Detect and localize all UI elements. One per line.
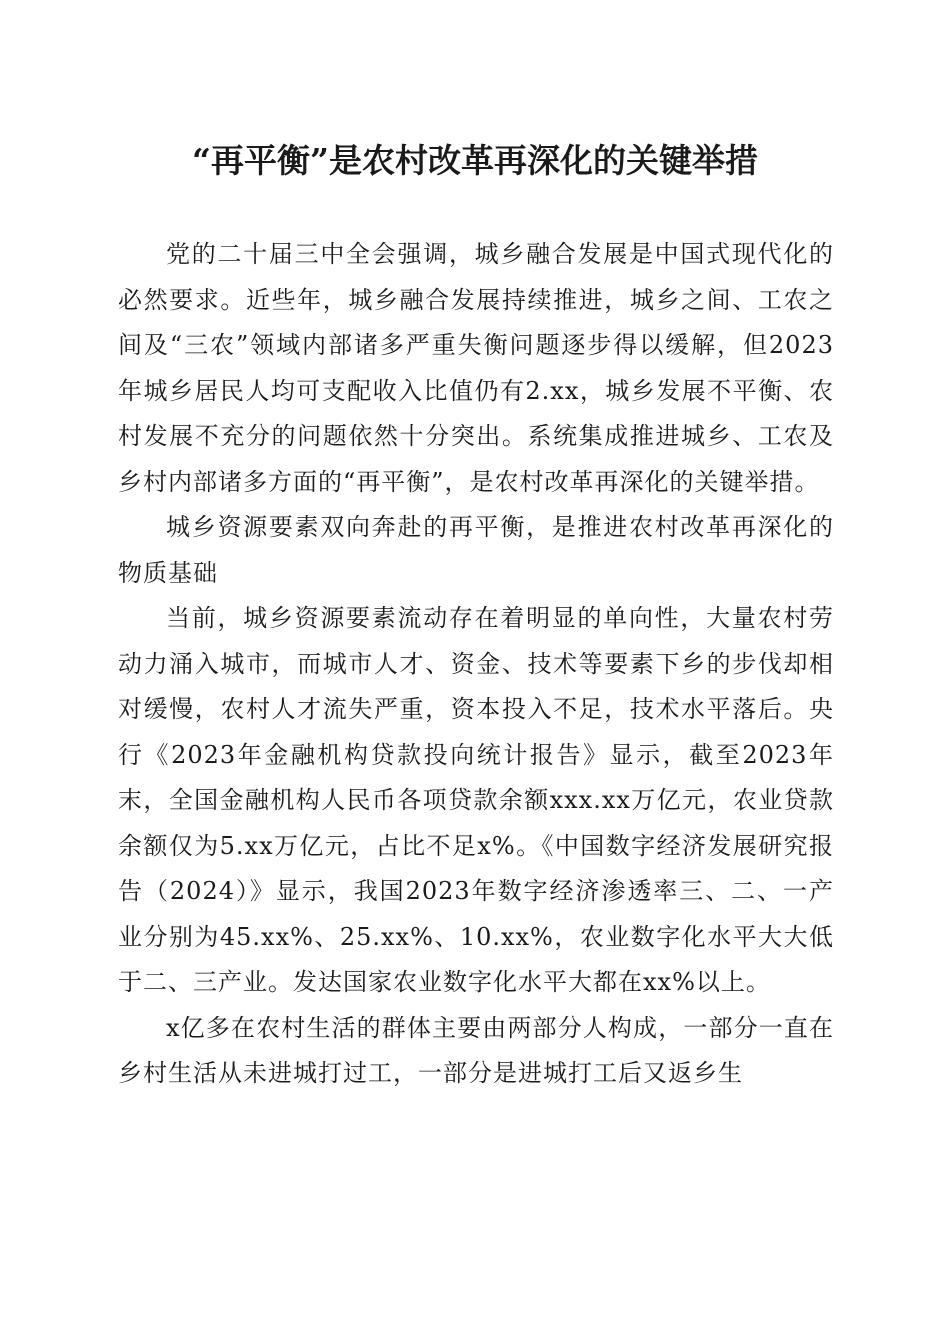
paragraph-rural-population: x亿多在农村生活的群体主要由两部分人构成，一部分一直在乡村生活从未进城打过工，一部分是进城打工后又返乡生 bbox=[118, 1013, 834, 1087]
paragraph-intro: 党的二十届三中全会强调，城乡融合发展是中国式现代化的必然要求。近些年，城乡融合发展持续推进，城乡之间、工农之间及“三农”领域内部诸多严重失衡问题逐步得以缓解，但2023年城乡居民人均可支配收入比值仍有2.xx，城乡发展不平衡、农村发展不充分的问题依然十分突出。系统集成推进城乡、工农及乡村内部诸多方面的“再平衡”，是农村改革再深化的关键举措。 bbox=[118, 240, 834, 496]
document-body bbox=[118, 232, 834, 1097]
document-title: “再平衡”是农村改革再深化的关键举措 bbox=[192, 141, 758, 180]
paragraph-section-heading: 城乡资源要素双向奔赴的再平衡，是推进农村改革再深化的物质基础 bbox=[118, 513, 834, 587]
paragraph-current-situation: 当前，城乡资源要素流动存在着明显的单向性，大量农村劳动力涌入城市，而城市人才、资金、技术等要素下乡的步伐却相对缓慢，农村人才流失严重，资本投入不足，技术水平落后。央行《2023年金融机构贷款投向统计报告》显示，截至2023年末，全国金融机构人民币各项贷款余额xxx.xx万亿元，农业贷款余额仅为5.xx万亿元，占比不足x%。《中国数字经济发展研究报告（2024）》显示，我国2023年数字经济渗透率三、二、一产业分别为45.xx%、25.xx%、10.xx%，农业数字化水平大大低于二、三产业。发达国家农业数字化水平大都在xx%以上。 bbox=[118, 604, 834, 996]
